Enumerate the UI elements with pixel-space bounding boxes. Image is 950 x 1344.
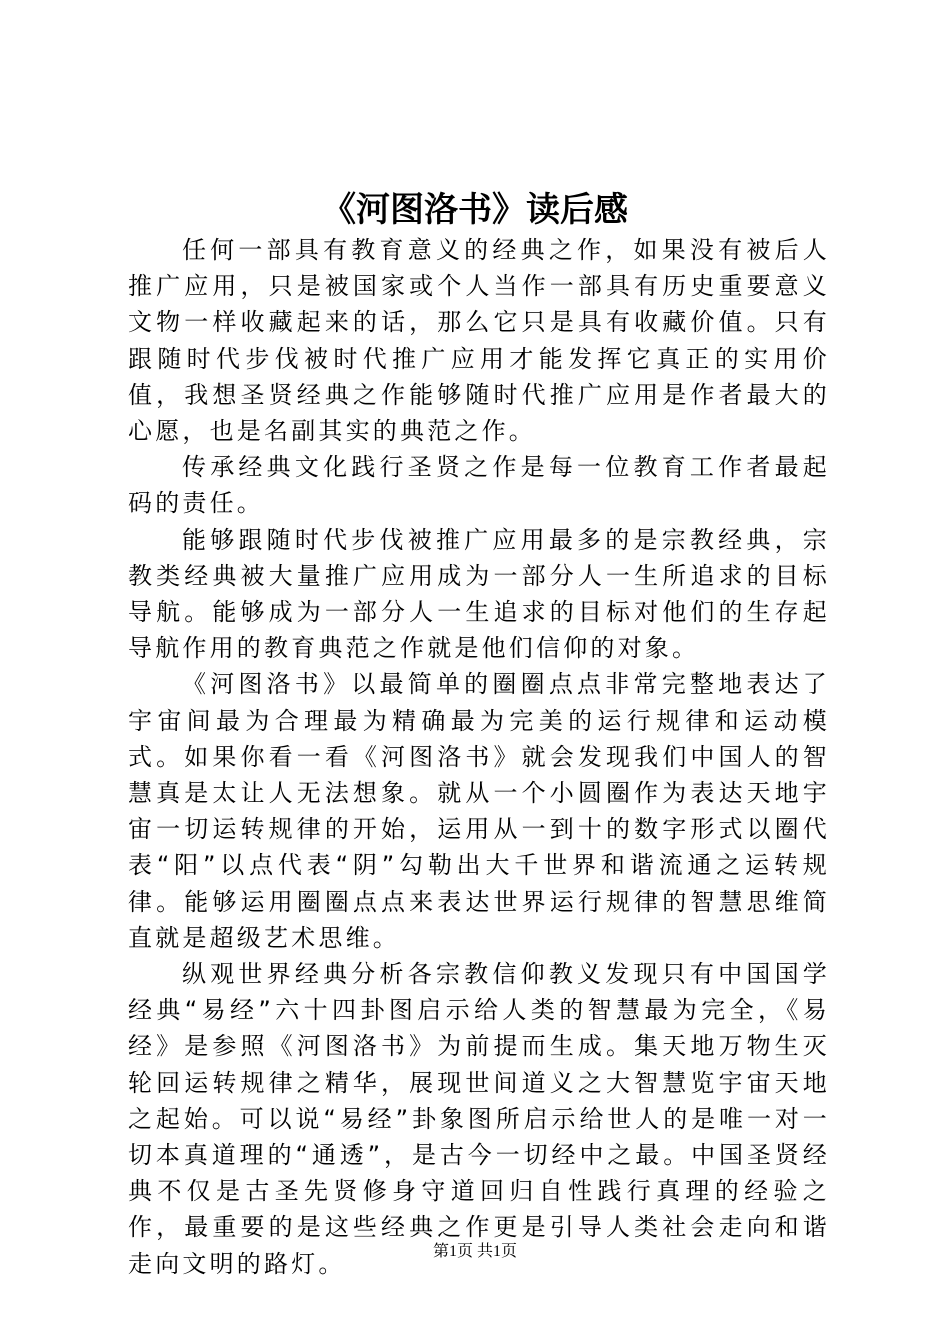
document-body	[128, 232, 830, 1282]
paragraph-5: 纵观世界经典分析各宗教信仰教义发现只有中国国学经典“易经”六十四卦图启示给人类的智慧最为完全，《易经》是参照《河图洛书》为前提而生成。集天地万物生灭轮回运转规律之精华，展现世间道义之大智慧览宇宙天地之起始。可以说“易经”卦象图所启示给世人的是唯一对一切本真道理的“通透”，是古今一切经中之最。中国圣贤经典不仅是古圣先贤修身守道回归自性践行真理的经验之作，最重要的是这些经典之作更是引导人类社会走向和谐走向文明的路灯。	[128, 960, 830, 1278]
paragraph-2: 传承经典文化践行圣贤之作是每一位教育工作者最起码的责任。	[128, 453, 830, 518]
paragraph-1: 任何一部具有教育意义的经典之作，如果没有被后人推广应用，只是被国家或个人当作一部具有历史重要意义文物一样收藏起来的话，那么它只是具有收藏价值。只有跟随时代步伐被时代推广应用才能发挥它真正的实用价值，我想圣贤经典之作能够随时代推广应用是作者最大的心愿，也是名副其实的典范之作。	[128, 236, 830, 446]
document-title: 《河图洛书》读后感	[322, 190, 628, 230]
paragraph-4: 《河图洛书》以最简单的圈圈点点非常完整地表达了宇宙间最为合理最为精确最为完美的运行规律和运动模式。如果你看一看《河图洛书》就会发现我们中国人的智慧真是太让人无法想象。就从一个小圆圈作为表达天地宇宙一切运转规律的开始，运用从一到十的数字形式以圈代表“阳”以点代表“阴”勾勒出大千世界和谐流通之运转规律。能够运用圈圈点点来表达世界运行规律的智慧思维简直就是超级艺术思维。	[128, 670, 830, 952]
page-number-footer: 第1页 共1页	[432, 1243, 517, 1260]
paragraph-3: 能够跟随时代步伐被推广应用最多的是宗教经典，宗教类经典被大量推广应用成为一部分人一生所追求的目标导航。能够成为一部分人一生追求的目标对他们的生存起导航作用的教育典范之作就是他们信仰的对象。	[128, 525, 830, 663]
